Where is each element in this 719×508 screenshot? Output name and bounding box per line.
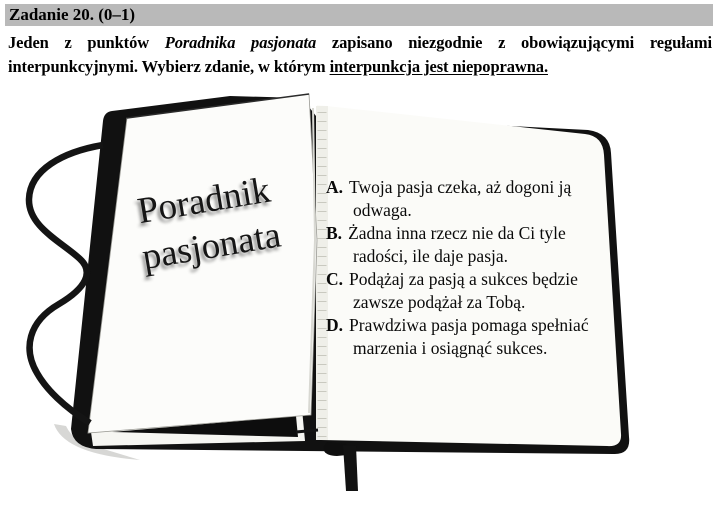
answer-option-d <box>326 314 624 360</box>
prompt-text-3: interpunkcyjnymi. Wybierz zdanie, w którym <box>8 57 330 76</box>
prompt-underlined-text: interpunkcja jest niepoprawna. <box>329 57 548 76</box>
option-d-label: D. <box>326 315 344 335</box>
notebook-illustration <box>0 88 719 508</box>
ribbon-bookmark <box>343 445 358 491</box>
prompt-booklet-title-italic: Poradnika pasjonata <box>164 33 317 52</box>
answer-options <box>326 176 624 360</box>
task-header-bar <box>5 4 713 26</box>
answer-option-a <box>326 176 624 222</box>
task-header-text: Zadanie 20. (0–1) <box>9 5 136 24</box>
notebook-title-line-2: pasjonata <box>139 214 284 278</box>
prompt-text-1: Jeden z punktów <box>8 33 165 52</box>
option-b-label: B. <box>326 223 343 243</box>
option-d-text: Prawdziwa pasja pomaga spełniać marzenia i osiągnąć sukces. <box>349 315 589 358</box>
prompt-line-1 <box>8 31 712 55</box>
option-a-label: A. <box>326 177 344 197</box>
option-a-text: Twoja pasja czeka, aż dogoni ją odwaga. <box>349 177 572 220</box>
option-b-text: Żadna inna rzecz nie da Ci tyle radości, ile daje pasja. <box>348 223 566 266</box>
page-gap-line <box>296 430 318 432</box>
task-prompt <box>8 31 712 79</box>
answer-option-c <box>326 268 624 314</box>
prompt-text-2: zapisano niezgodnie z obowiązującymi regułami <box>316 33 712 52</box>
prompt-line-2 <box>8 55 712 79</box>
option-c-label: C. <box>326 269 344 289</box>
option-c-text: Podążaj za pasją a sukces będzie zawsze podążał za Tobą. <box>349 269 578 312</box>
notebook-title-line-1: Poradnik <box>134 169 274 233</box>
answer-option-b <box>326 222 624 268</box>
